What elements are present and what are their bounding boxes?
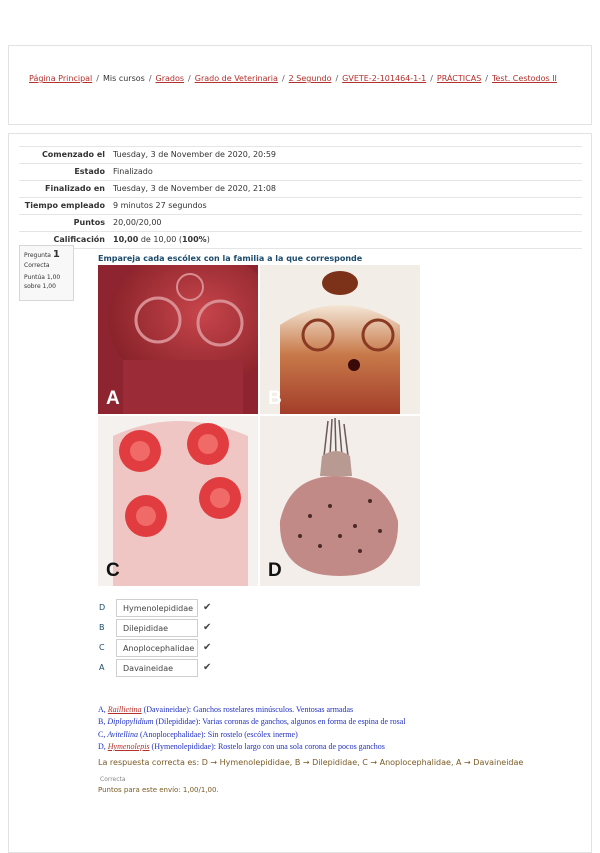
summary-row-started [19,147,582,164]
answer-letter: B [99,623,105,632]
summary-value [109,232,582,249]
breadcrumb-grados[interactable]: Grados [155,74,185,83]
summary-label: Finalizado en [19,181,109,198]
answer-select[interactable]: Davaineidae [116,659,198,677]
check-icon: ✔ [203,602,212,613]
breadcrumb-separator: / [281,74,285,83]
genus-name: Diplopylidium [107,717,154,726]
question-score: Puntúa 1,00 sobre 1,00 [24,274,61,290]
summary-row-time [19,198,582,215]
feedback-line: A, Raillietina (Davaineidae): Ganchos rostelares minúsculos. Ventosas armadas [98,705,354,714]
answer-letter: A [99,663,105,672]
breadcrumb-separator: / [485,74,488,83]
check-icon: ✔ [203,642,212,653]
summary-label: Comenzado el [19,147,109,164]
answer-row [98,599,238,617]
attempt-summary-table [19,146,582,249]
breadcrumb-separator: / [148,74,152,83]
breadcrumb-separator: / [188,74,191,83]
points-message: Puntos para este envío: 1,00/1,00. [98,786,219,794]
question-number: 1 [52,249,60,260]
summary-label: Puntos [19,215,109,232]
image-letter-a: A [106,388,120,409]
scolex-image-grid [98,265,420,586]
summary-label: Tiempo empleado [19,198,109,215]
breadcrumb-separator: / [335,74,339,83]
breadcrumb-course[interactable]: GVETE-2-101464-1-1 [342,74,427,83]
scolex-b-illustration [260,265,420,414]
genus-link[interactable]: Raillietina [107,705,142,714]
summary-label: Calificación [19,232,109,249]
breadcrumb-home[interactable]: Página Principal [29,74,93,83]
answer-letter: D [99,603,106,612]
feedback-line: B, Diplopylidium (Dilepididae): Varias coronas de ganchos, algunos en forma de espina de rosal [98,717,406,726]
breadcrumb [29,74,557,83]
image-letter-b: B [268,388,282,409]
grade-percent: 100% [181,235,207,244]
question-text: Empareja cada escólex con la familia a la que corresponde [98,254,363,263]
summary-value: 9 minutos 27 segundos [109,198,582,215]
check-icon: ✔ [203,622,212,633]
grade-value: 10,00 [113,235,139,244]
genus-name: Avitellina [107,730,139,739]
scolex-image-c [98,416,258,586]
summary-value: Finalizado [109,164,582,181]
scolex-c-illustration [98,416,258,586]
summary-value: 20,00/20,00 [109,215,582,232]
scolex-image-d [260,416,420,586]
scolex-a-illustration [98,265,258,414]
breadcrumb-grado-veterinaria[interactable]: Grado de Veterinaria [194,74,278,83]
right-answer: La respuesta correcta es: D → Hymenolepididae, B → Dilepididae, C → Anoplocephalidae, A → Davaineidae [98,758,524,767]
answer-row [98,639,238,657]
scolex-image-b [260,265,420,414]
breadcrumb-separator: / [430,74,433,83]
feedback-line: D, Hymenolepis (Hymenolepididae): Rostelo largo con una sola corona de pocos ganchos [98,742,385,751]
feedback-line: C, Avitellina (Anoplocephalidae): Sin rostelo (escólex inerme) [98,730,298,739]
breadcrumb-separator: / [96,74,99,83]
summary-row-points [19,215,582,232]
summary-value: Tuesday, 3 de November de 2020, 20:59 [109,147,582,164]
summary-row-finished [19,181,582,198]
answer-select[interactable]: Hymenolepididae [116,599,198,617]
image-letter-c: C [106,560,120,581]
breadcrumb-segundo[interactable]: 2 Segundo [288,74,332,83]
answer-row [98,659,238,677]
state-text: Correcta [100,776,126,783]
answer-row [98,619,238,637]
summary-label: Estado [19,164,109,181]
summary-value: Tuesday, 3 de November de 2020, 21:08 [109,181,582,198]
image-letter-d: D [268,560,282,581]
grade-close: ) [206,235,210,244]
quiz-review [8,133,592,853]
answer-letter: C [99,643,105,652]
question-info-box [19,245,74,301]
summary-row-state [19,164,582,181]
scolex-d-illustration [260,416,420,586]
breadcrumb-test[interactable]: Test. Cestodos II [491,74,557,83]
answer-select[interactable]: Dilepididae [116,619,198,637]
scolex-image-a [98,265,258,414]
answer-select[interactable]: Anoplocephalidae [116,639,198,657]
question-status: Correcta [24,262,50,269]
genus-link[interactable]: Hymenolepis [107,742,150,751]
check-icon: ✔ [203,662,212,673]
breadcrumb-practicas[interactable]: PRÁCTICAS [436,74,482,83]
grade-of: de 10,00 ( [138,235,182,244]
question-label: Pregunta [24,252,51,259]
summary-row-grade [19,232,582,249]
breadcrumb-my-courses: Mis cursos [102,74,145,83]
page-header [8,45,592,125]
